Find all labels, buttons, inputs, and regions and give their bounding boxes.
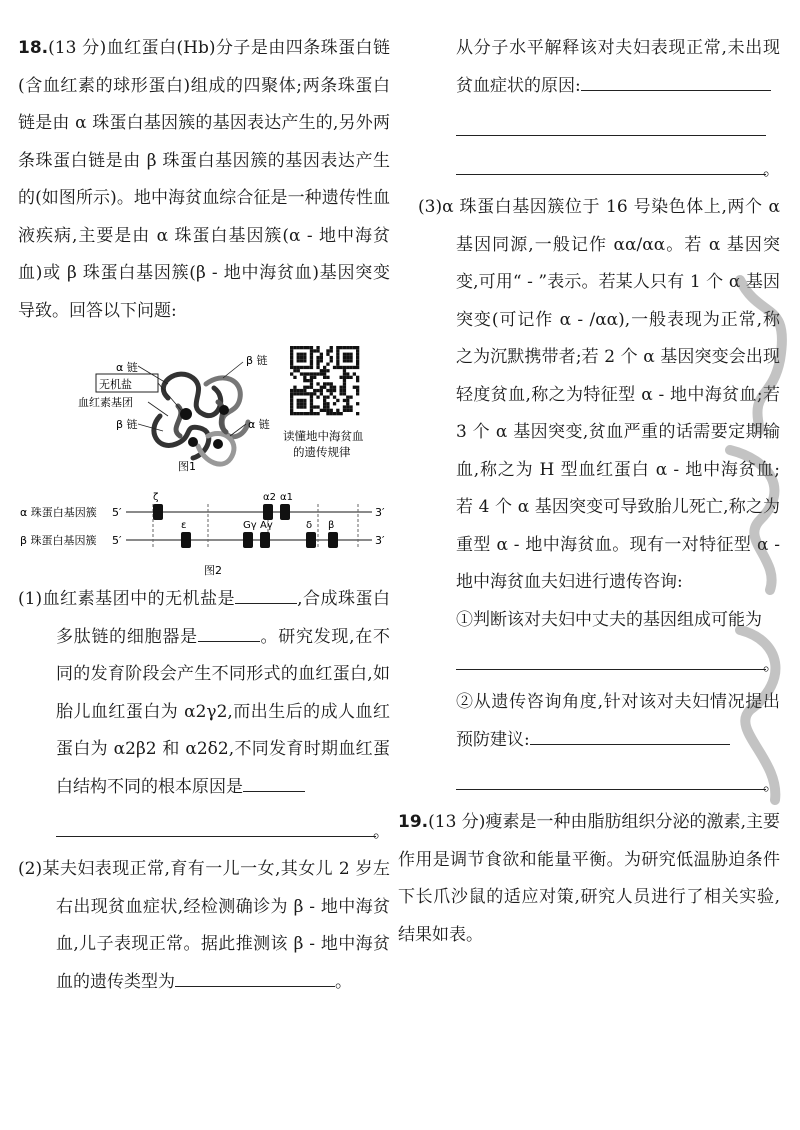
answer-blank-prevention[interactable] (530, 728, 730, 745)
question-19-number: 19. (398, 812, 429, 832)
answer-line-molecular-reason-1[interactable] (456, 105, 766, 136)
alpha-gene-box (280, 504, 290, 520)
qr-caption-line2: 的遗传规律 (293, 445, 351, 459)
answer-blank-inorganic-salt[interactable] (235, 587, 297, 604)
question-18-sub1 (18, 581, 390, 806)
answer-blank-organelle[interactable] (198, 625, 260, 642)
fig1-label-b-chain-left: β 链 (116, 418, 138, 431)
sub1-text-b: ,合成珠蛋白多肽链的细胞器是 (56, 589, 390, 647)
question-18-sub2-cont (418, 30, 780, 105)
calligraphy-watermark (720, 260, 800, 820)
sub3-1-text: ①判断该对夫妇中丈夫的基因组成可能为 (456, 609, 762, 630)
fig2-row1-five-prime: 5′ (112, 506, 122, 519)
figures-area (18, 336, 390, 581)
alpha-gene-label: ζ (153, 492, 159, 503)
hemoglobin-diagram (78, 353, 270, 473)
beta-gene-box (260, 532, 270, 548)
fig2-row2-five-prime: 5′ (112, 534, 122, 547)
sub3-2-period: 。 (763, 775, 780, 795)
fig2-row1-three-prime: 3′ (375, 506, 385, 519)
gene-cluster-diagram (20, 492, 385, 577)
question-19-text: (13 分)瘦素是一种由脂肪组织分泌的激素,主要作用是调节食欲和能量平衡。为研究低温胁迫条件下长爪沙鼠的适应对策,研究人员进行了相关实验,结果如表。 (398, 812, 780, 945)
sub1-text-a: (1)血红素基团中的无机盐是 (18, 589, 236, 609)
question-18-intro (18, 30, 390, 330)
left-column (18, 30, 390, 1001)
qr-code[interactable] (290, 346, 359, 415)
fig1-label-inorganic: 无机盐 (99, 378, 132, 391)
question-18-sub2 (18, 851, 390, 1001)
beta-gene-label: Aγ (260, 520, 273, 531)
fig1-label-heme: 血红素基团 (78, 396, 133, 409)
sub3-text: (3)α 珠蛋白基因簇位于 16 号染色体上,两个 α 基因同源,一般记作 αα/αα。若 α 基因突变,可用“ - ”表示。若某人只有 1 个 α 基因突变(可记作 α - /αα),一般表现为正常,称之为沉默携带者;若 2 个 α 基因突变会出现轻度贫血,称之为特征型 α - 地中海贫血;若 3 个 α 基因突变,贫血严重的话需要定期输血,称之为 H 型血红蛋白 α - 地中海贫血;若 4 个 α 基因突变可导致胎儿死亡,称之为重型 α - 地中海贫血。现有一对特征型 α - 地中海贫血夫妇进行遗传咨询: (418, 197, 780, 592)
sub3-2-text: ②从遗传咨询角度,针对该对夫妇情况提出预防建议: (456, 692, 780, 750)
sub1-period: 。 (373, 822, 390, 842)
fig1-label-a-chain-left: α 链 (116, 361, 138, 374)
beta-gene-box (306, 532, 316, 548)
qr-caption-line1: 读懂地中海贫血 (283, 429, 364, 443)
fig2-caption: 图2 (204, 564, 222, 577)
question-18-number: 18. (18, 38, 49, 58)
fig1-caption: 图1 (178, 460, 196, 473)
sub2-period: 。 (335, 971, 352, 992)
fig1-label-b-chain-right: β 链 (246, 354, 268, 367)
alpha-gene-label: α1 (280, 492, 293, 503)
alpha-gene-box (153, 504, 163, 520)
question-18-text: (13 分)血红蛋白(Hb)分子是由四条珠蛋白链(含血红素的球形蛋白)组成的四聚体;两条珠蛋白链是由 α 珠蛋白基因簇的基因表达产生的,另外两条珠蛋白链是由 β 珠蛋白基因簇的基因表达产生的(如图所示)。地中海贫血综合征是一种遗传性血液疾病,主要是由 α 珠蛋白基因簇(α - 地中海贫血)或 β 珠蛋白基因簇(β - 地中海贫血)基因突变导致。回答以下问题: (18, 38, 390, 321)
beta-gene-box (243, 532, 253, 548)
fig2-row2-three-prime: 3′ (375, 534, 385, 547)
fig2-row2-label: β 珠蛋白基因簇 (20, 534, 97, 547)
beta-gene-box (328, 532, 338, 548)
alpha-gene-label: α2 (263, 492, 276, 503)
answer-blank-inheritance-type[interactable] (175, 970, 335, 987)
question-19 (398, 804, 780, 954)
alpha-gene-box (263, 504, 273, 520)
sub2b-period: 。 (763, 160, 780, 180)
sub2-text-a: (2)某夫妇表现正常,育有一儿一女,其女儿 2 岁左右出现贫血症状,经检测确诊为 β - 地中海贫血,儿子表现正常。据此推测该 β - 地中海贫血的遗传类型为 (18, 859, 390, 992)
beta-gene-label: δ (306, 520, 313, 531)
fig1-label-a-chain-right: α 链 (248, 418, 270, 431)
beta-gene-label: β (328, 520, 335, 531)
answer-blank-molecular-reason[interactable] (581, 74, 771, 91)
sub3-1-period: 。 (763, 655, 780, 675)
answer-line-molecular-reason-2[interactable] (456, 144, 780, 180)
figure-1-2-svg (18, 336, 390, 581)
answer-line-root-cause[interactable] (56, 806, 390, 842)
beta-gene-label: Gγ (243, 520, 257, 531)
answer-blank-root-cause[interactable] (243, 775, 305, 792)
beta-gene-label: ε (181, 520, 187, 531)
fig2-row1-label: α 珠蛋白基因簇 (20, 506, 97, 519)
beta-gene-box (181, 532, 191, 548)
sub1-text-c: 。研究发现,在不同的发育阶段会产生不同形式的血红蛋白,如胎儿血红蛋白为 α2γ2,而出生后的成人血红蛋白为 α2β2 和 α2δ2,不同发育时期血红蛋白结构不同的根本原因是 (56, 626, 390, 797)
sub2-text-b: 从分子水平解释该对夫妇表现正常,未出现贫血症状的原因: (456, 38, 780, 96)
